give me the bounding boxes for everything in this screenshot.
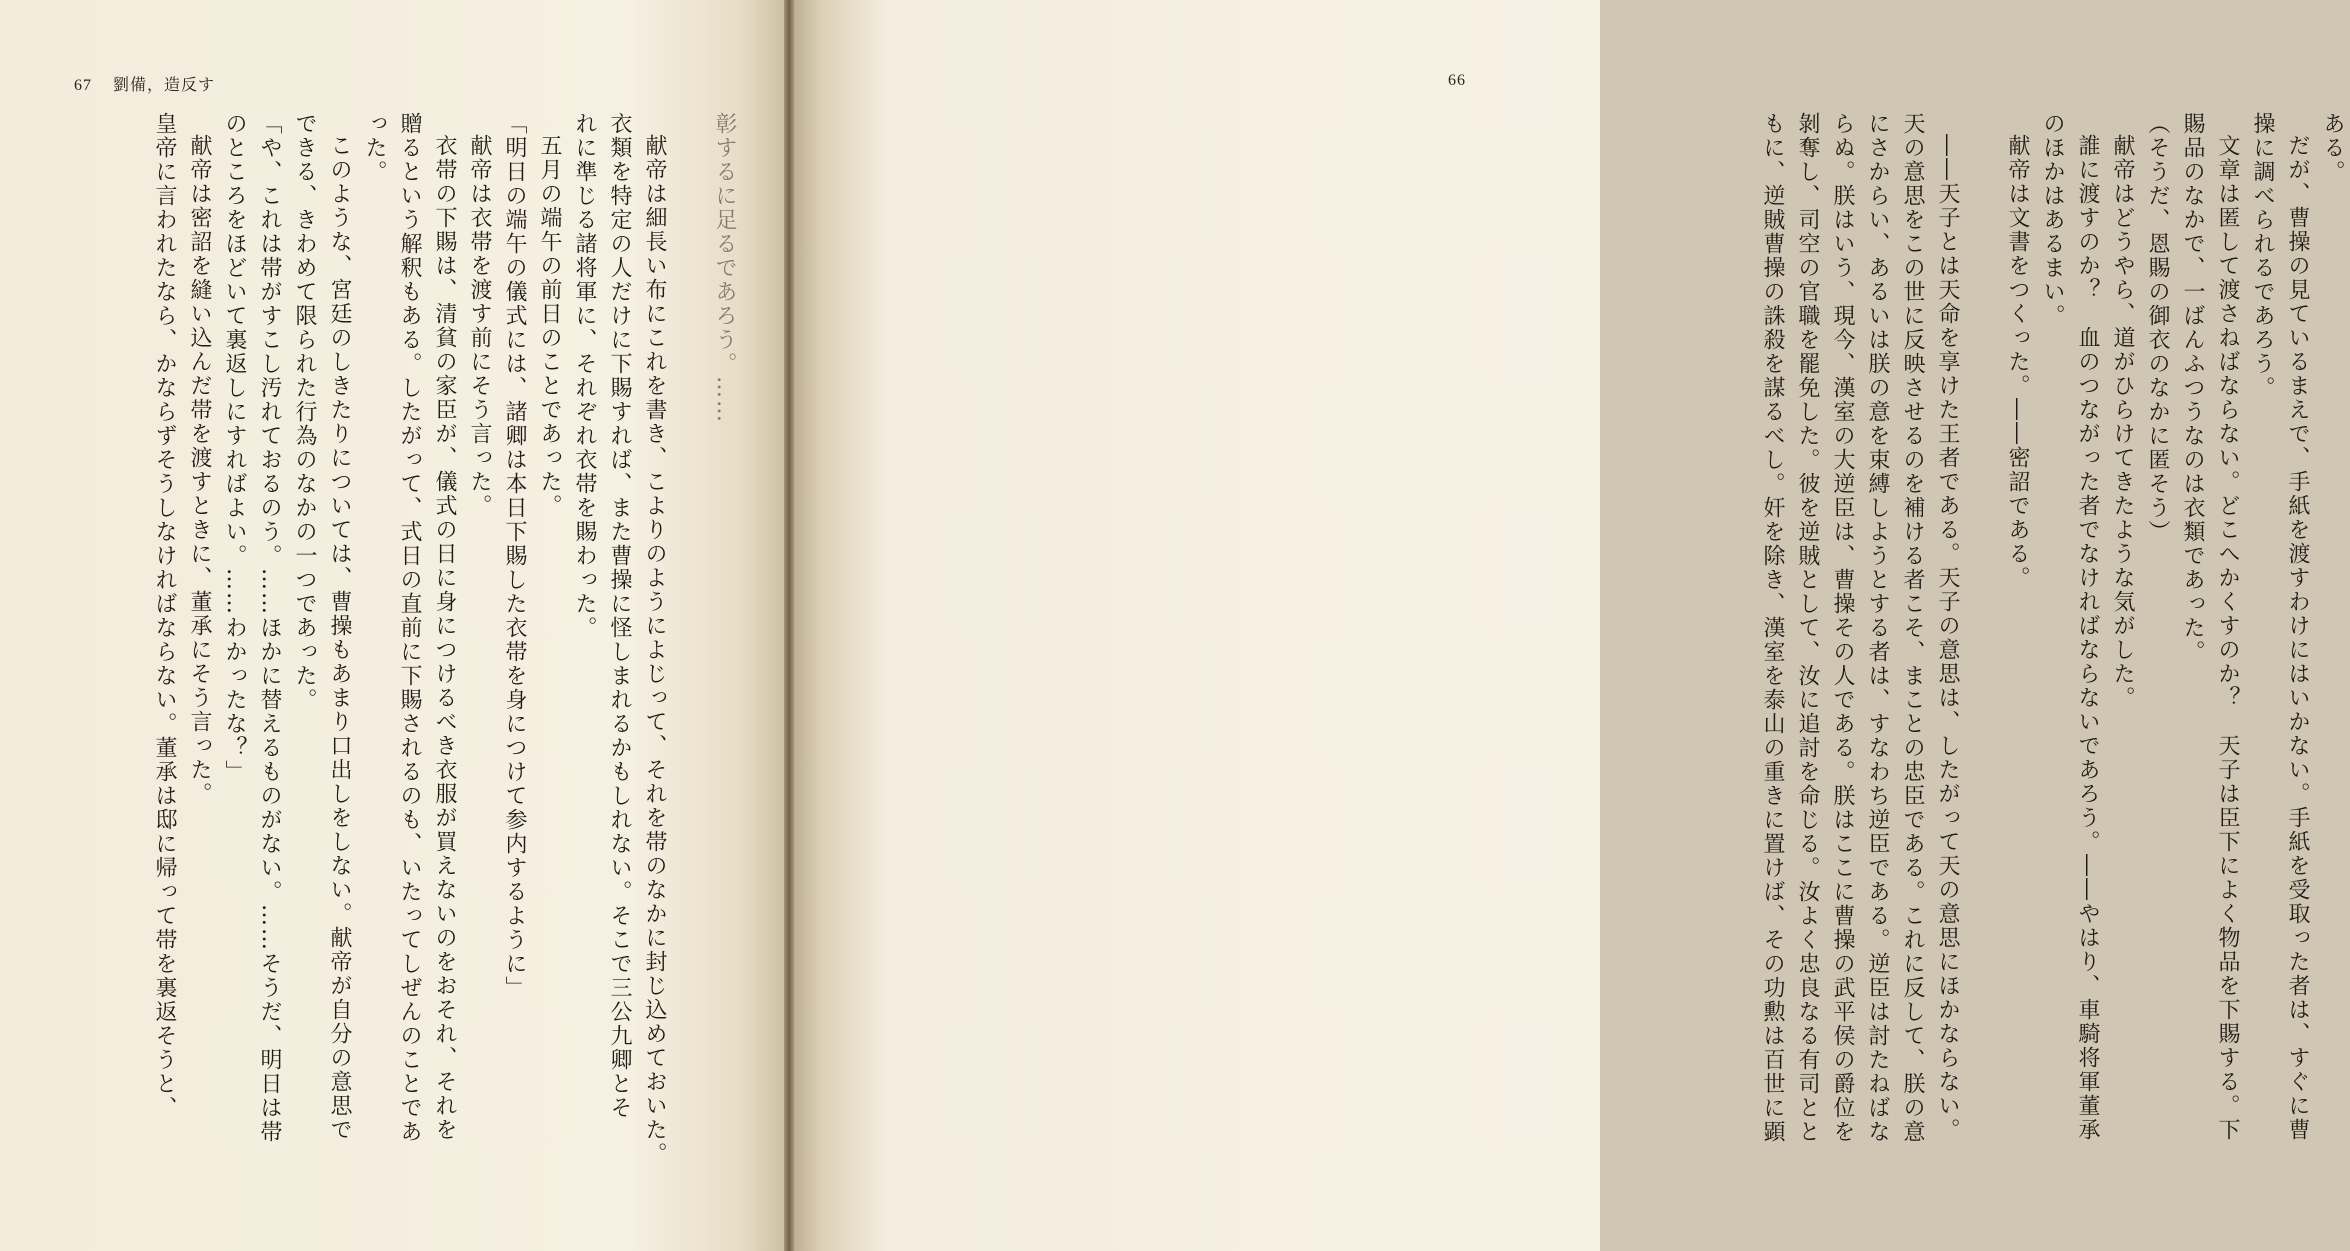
text-column: 「明日の端午の儀式には、諸卿は本日下賜した衣帯を身につけて参内するように」 [502, 112, 527, 1000]
text-column: 献帝は衣帯を渡す前にそう言った。 [467, 134, 492, 518]
page-number: 67 [74, 77, 92, 94]
text-column: 衣類を特定の人だけに下賜すれば、また曹操に怪しまれるかもしれない。そこで三公九卿とそ [607, 112, 632, 1120]
text-column: できる、きわめて限られた行為のなかの一つであった。 [292, 112, 317, 712]
text-column: 献帝はどうやら、道がひらけてきたような気がした。 [2110, 134, 2135, 710]
text-column: 剝奪し、司空の官職を罷免した。彼を逆賊として、汝に追討を命じる。汝よく忠良なる有司とと [1795, 112, 1820, 1144]
left-page-header [74, 72, 215, 95]
right-page [790, 0, 2345, 1251]
text-column: 衣帯の下賜は、清貧の家臣が、儀式の日に身につけるべき衣服が買えないのをおそれ、それを [432, 134, 457, 1142]
text-column: 文章は匿して渡さねばならない。どこへかくすのか？ 天子は臣下によく物品を下賜する。下 [2215, 134, 2240, 1142]
text-column: 誰に渡すのか？ 血のつながった者でなければならないであろう。――やはり、車騎将軍董承 [2075, 134, 2100, 1142]
text-column: 「や、これは帯がすこし汚れておるのう。……ほかに替えるものがない。……そうだ、明日は帯 [257, 112, 282, 1144]
text-column: 彰するに足るであろう。…… [712, 112, 737, 424]
text-column: （そうだ、恩賜の御衣のなかに匿そう） [2145, 112, 2170, 544]
text-column: もに、逆賊曹操の誅殺を謀るべし。奸を除き、漢室を泰山の重きに置けば、その功勲は百世に顕 [1760, 112, 1785, 1144]
book-gutter [784, 0, 794, 1251]
text-column: 操に調べられるであろう。 [2250, 112, 2275, 400]
running-title: 劉備，造反す [113, 77, 216, 94]
text-column: のほかはあるまい。 [2040, 112, 2065, 328]
text-column: のところをほどいて裏返しにすればよい。……わかったな？」 [222, 112, 247, 784]
text-column: このような、宮廷のしきたりについては、曹操もあまり口出しをしない。献帝が自分の意思で [327, 134, 352, 1142]
column-spacer [672, 112, 707, 1212]
right-page-number: 66 [1448, 72, 1466, 89]
text-column: 献帝は細長い布にこれを書き、こよりのようによじって、それを帯のなかに封じ込めておいた。 [642, 134, 667, 1166]
left-page [0, 0, 790, 1251]
text-column: 五月の端午の前日のことであった。 [537, 134, 562, 518]
text-column: ――天子とは天命を享けた王者である。天子の意思は、したがって天の意思にほかならない。 [1935, 134, 1960, 1142]
text-column: 皇帝に言われたなら、かならずそうしなければならない。董承は邸に帰って帯を裏返そうと、 [152, 112, 177, 1120]
column-spacer [1965, 112, 2000, 1212]
text-column: 賜品のなかで、一ばんふつうなのは衣類であった。 [2180, 112, 2205, 664]
left-page-text [62, 112, 742, 1222]
text-column: ある。 [2320, 112, 2345, 184]
text-column: れに準じる諸将軍に、それぞれ衣帯を賜わった。 [572, 112, 597, 640]
text-column: 献帝は文書をつくった。――密詔である。 [2005, 134, 2030, 590]
text-column: 天の意思をこの世に反映させるのを補ける者こそ、まことの忠臣である。これに反して、朕の意 [1900, 112, 1925, 1144]
text-column: だが、曹操の見ているまえで、手紙を渡すわけにはいかない。手紙を受取った者は、すぐに曹 [2285, 134, 2310, 1142]
text-column: った。 [362, 112, 387, 184]
text-column: 贈るという解釈もある。したがって、式日の直前に下賜されるのも、いたってしぜんのことであ [397, 112, 422, 1144]
text-column: らぬ。朕はいう、現今、漢室の大逆臣は、曹操その人である。朕はここに曹操の武平侯の爵位を [1830, 112, 1855, 1144]
text-column: にさからい、あるいは朕の意を束縛しようとする者は、すなわち逆臣である。逆臣は討たねばな [1865, 112, 1890, 1144]
text-column: 献帝は密詔を縫い込んだ帯を渡すときに、董承にそう言った。 [187, 134, 212, 806]
right-page-text [1650, 112, 2350, 1222]
